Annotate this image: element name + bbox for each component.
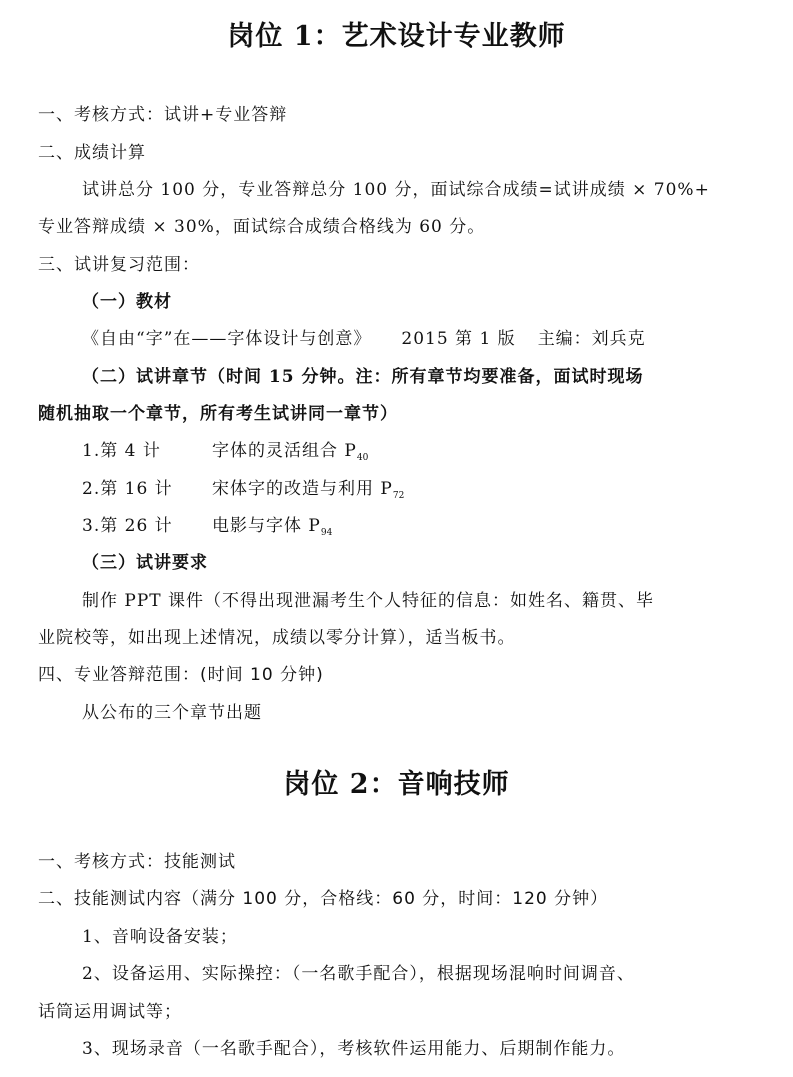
chapter-item — [82, 436, 368, 463]
s1-heading-score: 二、成绩计算 — [38, 143, 146, 163]
s1-heading-assessment: 一、考核方式：试讲+专业答辩 — [38, 105, 288, 125]
s1-sub-chapters-line2: 随机抽取一个章节，所有考生试讲同一章节） — [38, 404, 398, 424]
chapter-page: 72 — [392, 491, 405, 501]
s2-item3: 3、现场录音（一名歌手配合），考核软件运用能力、后期制作能力。 — [82, 1039, 626, 1059]
s1-sub-chapters-line1: （二）试讲章节（时间 15 分钟。注：所有章节均要准备，面试时现场 — [82, 367, 644, 387]
s2-item2-line1: 2、设备运用、实际操控：（一名歌手配合），根据现场混响时间调音、 — [82, 964, 635, 984]
chapter-page: 94 — [320, 528, 333, 538]
textbook-editor: 主编：刘兵克 — [537, 329, 646, 349]
s2-heading-assessment: 一、考核方式：技能测试 — [38, 852, 236, 872]
chapter-page: 40 — [356, 453, 369, 463]
s1-req-line2: 业院校等，如出现上述情况，成绩以零分计算），适当板书。 — [38, 628, 516, 648]
chapter-number: 1.第 4 计 — [82, 441, 161, 461]
chapter-title: 宋体字的改造与利用 P — [212, 479, 393, 499]
chapter-number: 2.第 16 计 — [82, 479, 173, 499]
s2-heading-content: 二、技能测试内容（满分 100 分，合格线：60 分，时间：120 分钟） — [38, 889, 609, 909]
s1-defense-text: 从公布的三个章节出题 — [82, 703, 262, 723]
section2-title: 岗位 2：音响技师 — [283, 769, 510, 800]
section1-title: 岗位 1：艺术设计专业教师 — [227, 21, 566, 52]
chapter-title: 字体的灵活组合 P — [212, 441, 357, 461]
s2-item1: 1、音响设备安装； — [82, 927, 238, 947]
s1-heading-defense: 四、专业答辩范围：(时间 10 分钟) — [38, 665, 324, 685]
s2-item2-line2: 话筒运用调试等； — [38, 1002, 182, 1022]
s1-sub-textbook: （一）教材 — [82, 292, 172, 312]
chapter-item — [82, 511, 332, 538]
s1-heading-scope: 三、试讲复习范围： — [38, 255, 200, 275]
s1-sub-requirements: （三）试讲要求 — [82, 553, 208, 573]
s1-req-line1: 制作 PPT 课件（不得出现泄漏考生个人特征的信息：如姓名、籍贯、毕 — [82, 591, 655, 611]
textbook-name: 《自由“字”在——字体设计与创意》 — [82, 329, 372, 349]
chapter-item — [82, 474, 404, 501]
chapter-title: 电影与字体 P — [212, 516, 321, 536]
chapter-number: 3.第 26 计 — [82, 516, 173, 536]
s1-textbook-line — [82, 324, 646, 349]
s1-score-line2: 专业答辩成绩 × 30%，面试综合成绩合格线为 60 分。 — [38, 217, 486, 237]
textbook-edition: 2015 第 1 版 — [401, 329, 516, 349]
s1-score-line1: 试讲总分 100 分，专业答辩总分 100 分，面试综合成绩=试讲成绩 × 70%+ — [82, 180, 710, 200]
